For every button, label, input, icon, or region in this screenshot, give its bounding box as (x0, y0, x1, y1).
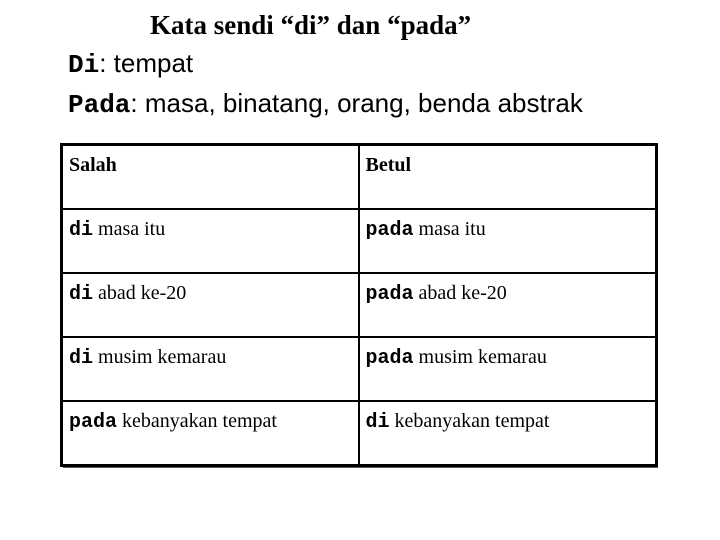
cell-betul (359, 209, 657, 273)
definition-keyword: Di (68, 50, 100, 80)
table-row (62, 337, 657, 401)
table-row (62, 401, 657, 466)
table-header-row (62, 145, 657, 210)
cell-salah (62, 337, 359, 401)
cell-keyword: pada (365, 347, 414, 370)
cell-keyword: pada (365, 219, 414, 242)
cell-keyword: di (69, 219, 94, 242)
header-salah: Salah (62, 145, 359, 210)
definition-keyword: Pada (68, 90, 131, 120)
cell-keyword: pada (69, 411, 118, 434)
cell-betul (359, 401, 657, 466)
cell-salah (62, 401, 359, 466)
table-row (62, 209, 657, 273)
cell-keyword: di (69, 347, 94, 370)
usage-table (60, 143, 658, 467)
cell-text: musim kemarau (93, 346, 227, 368)
cell-text: musim kemarau (413, 346, 547, 368)
cell-keyword: di (365, 411, 390, 434)
cell-salah (62, 273, 359, 337)
cell-text: abad ke-20 (413, 282, 507, 304)
cell-text: kebanyakan tempat (389, 410, 550, 432)
cell-text: kebanyakan tempat (117, 410, 277, 432)
definition-di (68, 47, 193, 81)
page-title: Kata sendi “di” dan “pada” (150, 10, 472, 40)
cell-text: abad ke-20 (93, 282, 187, 304)
cell-betul (359, 337, 657, 401)
header-betul: Betul (359, 145, 657, 210)
cell-betul (359, 273, 657, 337)
cell-text: masa itu (93, 218, 166, 240)
cell-keyword: pada (365, 283, 414, 306)
definition-text: : tempat (99, 48, 194, 78)
definition-text: : masa, binatang, orang, benda abstrak (130, 88, 583, 118)
cell-keyword: di (69, 283, 94, 306)
table-row (62, 273, 657, 337)
cell-text: masa itu (413, 218, 486, 240)
definition-pada (68, 87, 583, 121)
cell-salah (62, 209, 359, 273)
